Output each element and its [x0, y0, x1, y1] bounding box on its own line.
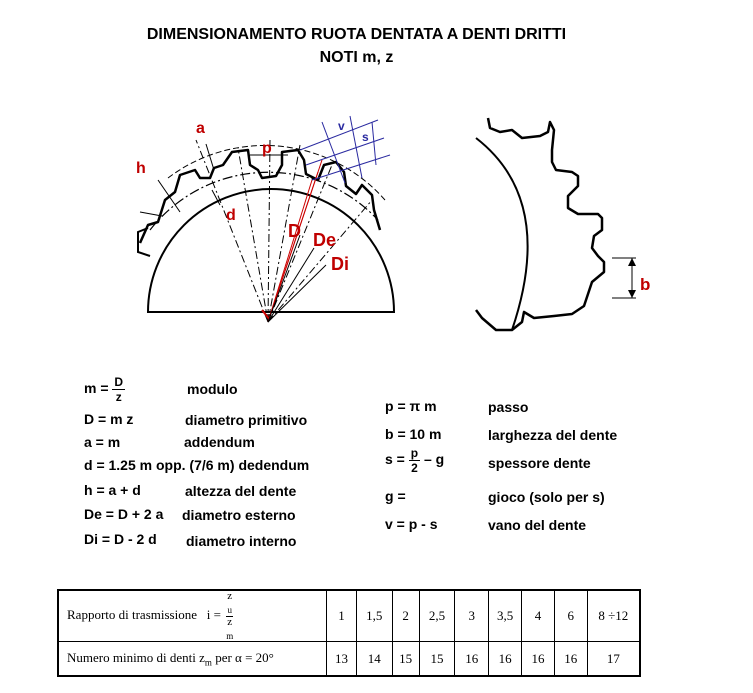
min-teeth-cell: 16 — [455, 642, 489, 677]
ratio-cell: 3 — [455, 590, 489, 642]
ratio-header-cell: Rapporto di trasmissione i = z $_u$ z $_m$ — [58, 590, 327, 642]
formula-altezza: h = a + d — [84, 482, 141, 498]
desc-diametro-esterno: diametro esterno — [182, 507, 296, 523]
formula-diametro-primitivo: D = m z — [84, 411, 134, 427]
label-D: D — [288, 221, 301, 241]
formula-passo: p = π m — [385, 398, 437, 414]
formula-vano: v = p - s — [385, 516, 438, 532]
min-teeth-cell: 14 — [356, 642, 392, 677]
label-h: h — [136, 160, 146, 177]
desc-vano: vano del dente — [488, 517, 587, 533]
title-line-1: DIMENSIONAMENTO RUOTA DENTATA A DENTI DRITTI — [146, 26, 567, 43]
min-teeth-cell: 16 — [522, 642, 555, 677]
page-subtitle — [0, 49, 713, 67]
label-d: d — [226, 207, 236, 224]
formula-larghezza: b = 10 m — [385, 426, 442, 442]
label-p: p — [262, 140, 272, 157]
desc-altezza: altezza del dente — [185, 483, 297, 499]
formula-diametro-esterno: De = D + 2 a — [84, 506, 164, 522]
label-s: s — [362, 130, 369, 144]
min-teeth-cell: 13 — [327, 642, 357, 677]
min-teeth-cell: 15 — [392, 642, 419, 677]
min-teeth-cell: 15 — [419, 642, 455, 677]
min-teeth-header-cell: Numero minimo di denti $z_m$ per α = 20° — [58, 642, 327, 677]
gear-teeth-outline — [140, 150, 380, 243]
page-title — [0, 26, 713, 44]
side-teeth-outline — [476, 118, 604, 330]
min-teeth-cell: 17 — [587, 642, 640, 677]
ratio-cell: 2 — [392, 590, 419, 642]
ratio-cell: 4 — [522, 590, 555, 642]
label-Di: Di — [331, 254, 349, 274]
desc-addendum: addendum — [184, 434, 255, 450]
formula-gioco: g = — [385, 488, 406, 504]
ratio-cell: 2,5 — [419, 590, 455, 642]
label-v: v — [338, 119, 345, 133]
ratio-cell: 8 ÷12 — [587, 590, 640, 642]
desc-spessore: spessore dente — [488, 455, 591, 471]
ratio-cell: 1 — [327, 590, 357, 642]
label-De: De — [313, 230, 337, 250]
ratio-cell: 3,5 — [489, 590, 522, 642]
gear-side-diagram — [470, 105, 670, 345]
desc-modulo: modulo — [187, 381, 238, 397]
formula-spessore: s = $\frac{p}{2}$ – g — [385, 446, 445, 475]
table-row-min-teeth — [58, 642, 640, 677]
desc-passo: passo — [488, 399, 529, 415]
min-teeth-cell: 16 — [554, 642, 587, 677]
side-inner-arc — [476, 138, 528, 330]
desc-diametro-primitivo: diametro primitivo — [185, 412, 308, 428]
desc-larghezza: larghezza del dente — [488, 427, 618, 443]
desc-diametro-interno: diametro interno — [186, 533, 297, 549]
formula-modulo: m = $\frac{D}{z}$ — [84, 375, 124, 404]
formula-dedendum: d = 1.25 m opp. (7/6 m) dedendum — [84, 457, 310, 473]
formula-diametro-interno: Di = D - 2 d — [84, 531, 157, 547]
ratio-cell: 6 — [554, 590, 587, 642]
gear-front-diagram — [130, 110, 430, 330]
ratio-cell: 1,5 — [356, 590, 392, 642]
transmission-table — [57, 589, 641, 677]
label-b: b — [640, 275, 651, 294]
table-row-ratio — [58, 590, 640, 642]
desc-gioco: gioco (solo per s) — [488, 489, 605, 505]
label-a: a — [196, 120, 205, 137]
formula-addendum: a = m — [84, 434, 121, 450]
root-circle — [148, 189, 394, 312]
min-teeth-cell: 16 — [489, 642, 522, 677]
title-line-2: NOTI m, z — [319, 49, 394, 66]
